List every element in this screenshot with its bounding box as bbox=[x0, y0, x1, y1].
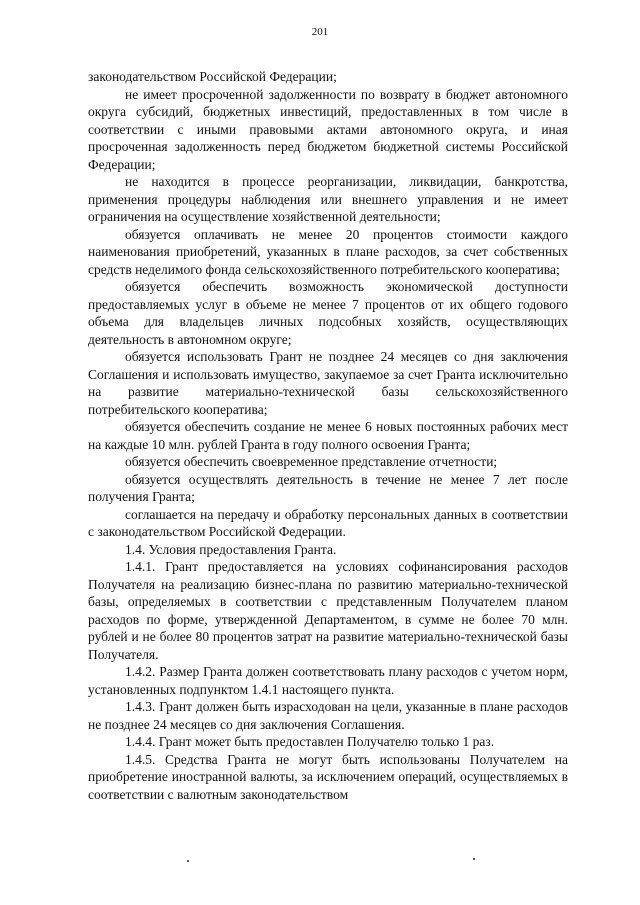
paragraph: обязуется обеспечить возможность экономической доступности предоставляемых услуг в объеме не менее 7 процентов от их общего годового объема для владельцев личных подсобных хозяйств, осуществляющих деятельность в автономном округе; bbox=[88, 279, 568, 347]
document-body bbox=[88, 68, 568, 803]
paragraph: обязуется оплачивать не менее 20 процентов стоимости каждого наименования приобретений, указанных в плане расходов, за счет собственных средств неделимого фонда сельскохозяйственного потребительского кооператива; bbox=[88, 226, 568, 277]
paragraph: 1.4.5. Средства Гранта не могут быть использованы Получателем на приобретение иностранной валюты, за исключением операций, осуществляемых в соответствии с валютным законодательством bbox=[88, 751, 568, 802]
paragraph: 1.4.3. Грант должен быть израсходован на цели, указанные в плане расходов не позднее 24 месяцев со дня заключения Соглашения. bbox=[88, 699, 568, 732]
page-number: 201 bbox=[311, 26, 329, 38]
paragraph: 1.4.4. Грант может быть предоставлен Получателю только 1 раз. bbox=[125, 734, 495, 749]
paragraph: не находится в процессе реорганизации, ликвидации, банкротства, применения процедуры наблюдения или внешнего управления и не имеет ограничения на осуществление хозяйственной деятельности; bbox=[88, 174, 568, 224]
paragraph: законодательством Российской Федерации; bbox=[88, 69, 337, 84]
scan-mark bbox=[187, 860, 189, 862]
paragraph: 1.4. Условия предоставления Гранта. bbox=[125, 541, 337, 557]
paragraph: 1.4.1. Грант предоставляется на условиях софинансирования расходов Получателя на реализацию бизнес-плана по развитию материально-технической базы, определяемых в соответствии с представленным Получателем планом расходов по форме, утвержденной Департаментом, в сумме не более 70 млн. рублей и не более 80 процентов затрат на развитие материально-технической базы Получателя. bbox=[88, 559, 568, 662]
paragraph: обязуется использовать Грант не позднее 24 месяцев со дня заключения Соглашения и использовать имущество, закупаемое за счет Гранта исключительно на развитие материально-технической базы сельскохозяйственного потребительского кооператива; bbox=[88, 349, 568, 417]
paragraph: соглашается на передачу и обработку персональных данных в соответствии с законодательством Российской Федерации. bbox=[88, 506, 568, 539]
paragraph: 1.4.2. Размер Гранта должен соответствовать плану расходов с учетом норм, установленных подпунктом 1.4.1 настоящего пункта. bbox=[88, 664, 568, 697]
paragraph: обязуется обеспечить своевременное представление отчетности; bbox=[125, 454, 498, 469]
paragraph: не имеет просроченной задолженности по возврату в бюджет автономного округа субсидий, бюджетных инвестиций, предоставленных в том числе в соответствии с иными правовыми актами автономного округа, и иная просроченная задолженность перед бюджетом бюджетной системы Российской Федерации; bbox=[88, 86, 568, 172]
paragraph: обязуется обеспечить создание не менее 6 новых постоянных рабочих мест на каждые 10 млн. рублей Гранта в году полного освоения Гранта; bbox=[88, 419, 568, 452]
scan-mark bbox=[473, 858, 475, 860]
paragraph: обязуется осуществлять деятельность в течение не менее 7 лет после получения Гранта; bbox=[88, 471, 568, 504]
